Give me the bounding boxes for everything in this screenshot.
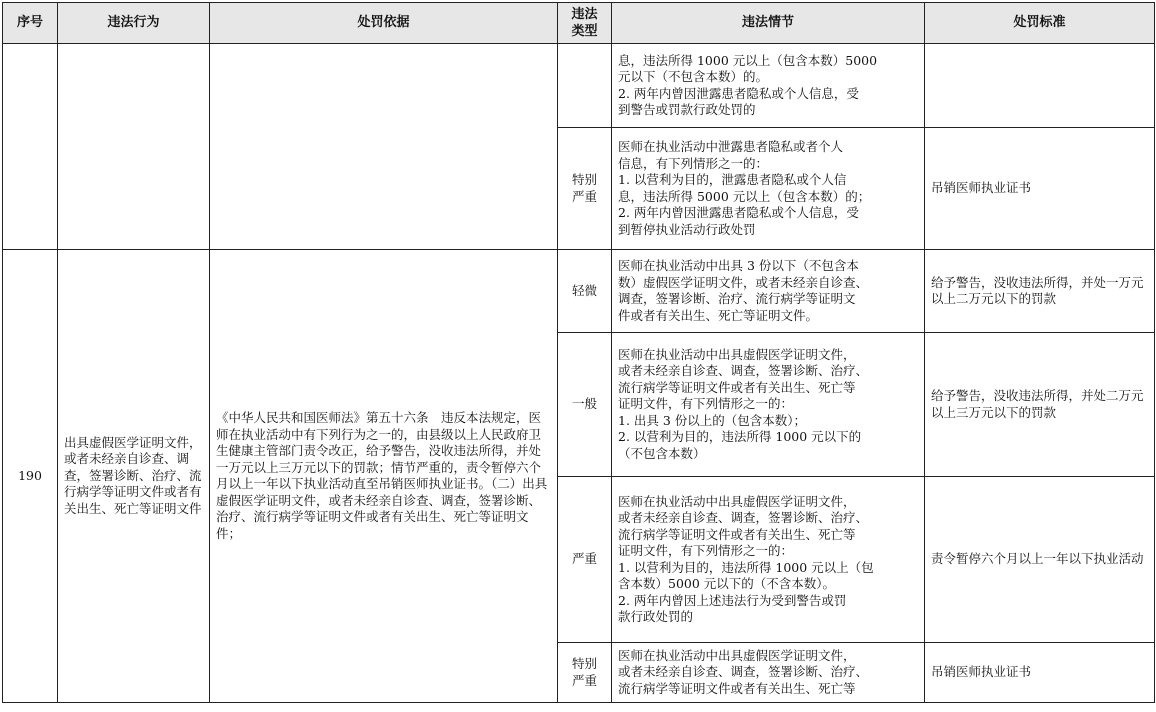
detail-line: 1. 以营利为目的，违法所得 1000 元以上（包 [618,559,874,575]
detail-line: 2. 以营利为目的，违法所得 1000 元以下的 [618,429,862,445]
cell-standard: 给予警告，没收违法所得，并处二万元以上三万元以下的罚款 [925,333,1155,477]
detail-line: 2. 两年内曾因上述违法行为受到警告或罚 [618,592,847,608]
detail-line: 信息，有下列情形之一的： [618,155,769,171]
cell-detail [612,643,925,703]
header-violation-details: 违法情节 [612,3,925,44]
detail-line: 息，违法所得 5000 元以上（包含本数）的； [618,188,871,204]
cell-standard: 给予警告，没收违法所得，并处一万元以上二万元以下的罚款 [925,250,1155,333]
cell-standard: 吊销医师执业证书 [925,128,1155,250]
cell-type: 特别 严重 [558,128,612,250]
header-penalty-standard: 处罚标准 [925,3,1155,44]
detail-line: 到暂停执业活动行政处罚 [618,221,756,237]
cell-standard: 吊销医师执业证书 [925,643,1155,703]
cell-detail [612,44,925,128]
detail-line: 或者未经亲自诊查、调查，签署诊断、治疗、 [618,664,869,680]
detail-line: 或者未经亲自诊查、调查，签署诊断、治疗、 [618,363,869,379]
cell-standard [925,44,1155,128]
header-violation-behavior: 违法行为 [58,3,210,44]
detail-line: 医师在执业活动中出具虚假医学证明文件， [618,346,856,362]
detail-line: 件或者有关出生、死亡等证明文件。 [618,307,819,323]
header-number: 序号 [3,3,58,44]
detail-line: 流行病学等证明文件或者有关出生、死亡等 [618,680,856,696]
detail-line: 款行政处罚的 [618,609,694,624]
detail-line: 到警告或罚款行政处罚的 [618,102,756,117]
cell-type: 一般 [558,333,612,477]
cell-detail [612,333,925,477]
cell-type: 特别 严重 [558,643,612,703]
cell-number-prev [3,44,58,250]
cell-type: 严重 [558,477,612,643]
cell-detail [612,477,925,643]
detail-line: 医师在执业活动中出具 3 份以下（不包含本 [618,258,859,273]
detail-line: 证明文件，有下列情形之一的： [618,396,794,412]
cell-basis: 《中华人民共和国医师法》第五十六条 违反本法规定，医师在执业活动中有下列行为之一的，由县级以上人民政府卫生健康主管部门责令改正，给予警告，没收违法所得，并处一万元以上三万元以下的罚款；情节严重的，责令暂停六个月以上一年以下执业活动直至吊销医师执业证书。（二）出具虚假医学证明文件，或者未经亲自诊查、调查，签署诊断、治疗、流行病学等证明文件或者有关出生、死亡等证明文件； [210,250,558,703]
detail-line: 数）虚假医学证明文件，或者未经亲自诊查、 [618,274,869,290]
detail-line: 2. 两年内曾因泄露患者隐私或个人信息，受 [618,85,859,101]
cell-detail [612,250,925,333]
detail-line: 1. 以营利为目的，泄露患者隐私或个人信 [618,172,847,187]
detail-line: 1. 出具 3 份以上的（包含本数）； [618,412,807,428]
detail-line: 流行病学等证明文件或者有关出生、死亡等 [618,379,856,395]
table-row [3,44,1155,128]
table-row [3,250,1155,333]
cell-standard: 责令暂停六个月以上一年以下执业活动 [925,477,1155,643]
detail-line: 含本数）5000 元以下的（不含本数）。 [618,576,836,591]
cell-behavior-prev [58,44,210,250]
detail-line: 或者未经亲自诊查、调查，签署诊断、治疗、 [618,510,869,525]
cell-detail [612,128,925,250]
cell-behavior: 出具虚假医学证明文件，或者未经亲自诊查、调查，签署诊断、治疗、流行病学等证明文件或者有关出生、死亡等证明文件 [58,250,210,703]
cell-basis-prev [210,44,558,250]
detail-line: 调查，签署诊断、治疗、流行病学等证明文 [618,291,856,306]
detail-line: 流行病学等证明文件或者有关出生、死亡等 [618,526,856,542]
detail-line: 医师在执业活动中泄露患者隐私或者个人 [618,139,844,154]
cell-number: 190 [3,250,58,703]
header-violation-type: 违法 类型 [558,3,612,44]
penalty-table [2,2,1155,703]
detail-line: 证明文件，有下列情形之一的： [618,543,794,558]
cell-type [558,44,612,128]
detail-line: 2. 两年内曾因泄露患者隐私或个人信息，受 [618,205,859,220]
cell-type: 轻微 [558,250,612,333]
detail-line: （不包含本数） [618,445,706,461]
detail-line: 医师在执业活动中出具虚假医学证明文件， [618,647,856,663]
detail-line: 息，违法所得 1000 元以上（包含本数）5000 [618,52,878,68]
table-header-row [3,3,1155,44]
detail-line: 医师在执业活动中出具虚假医学证明文件， [618,493,856,509]
header-penalty-basis: 处罚依据 [210,3,558,44]
detail-line: 元以下（不包含本数）的。 [618,69,769,84]
